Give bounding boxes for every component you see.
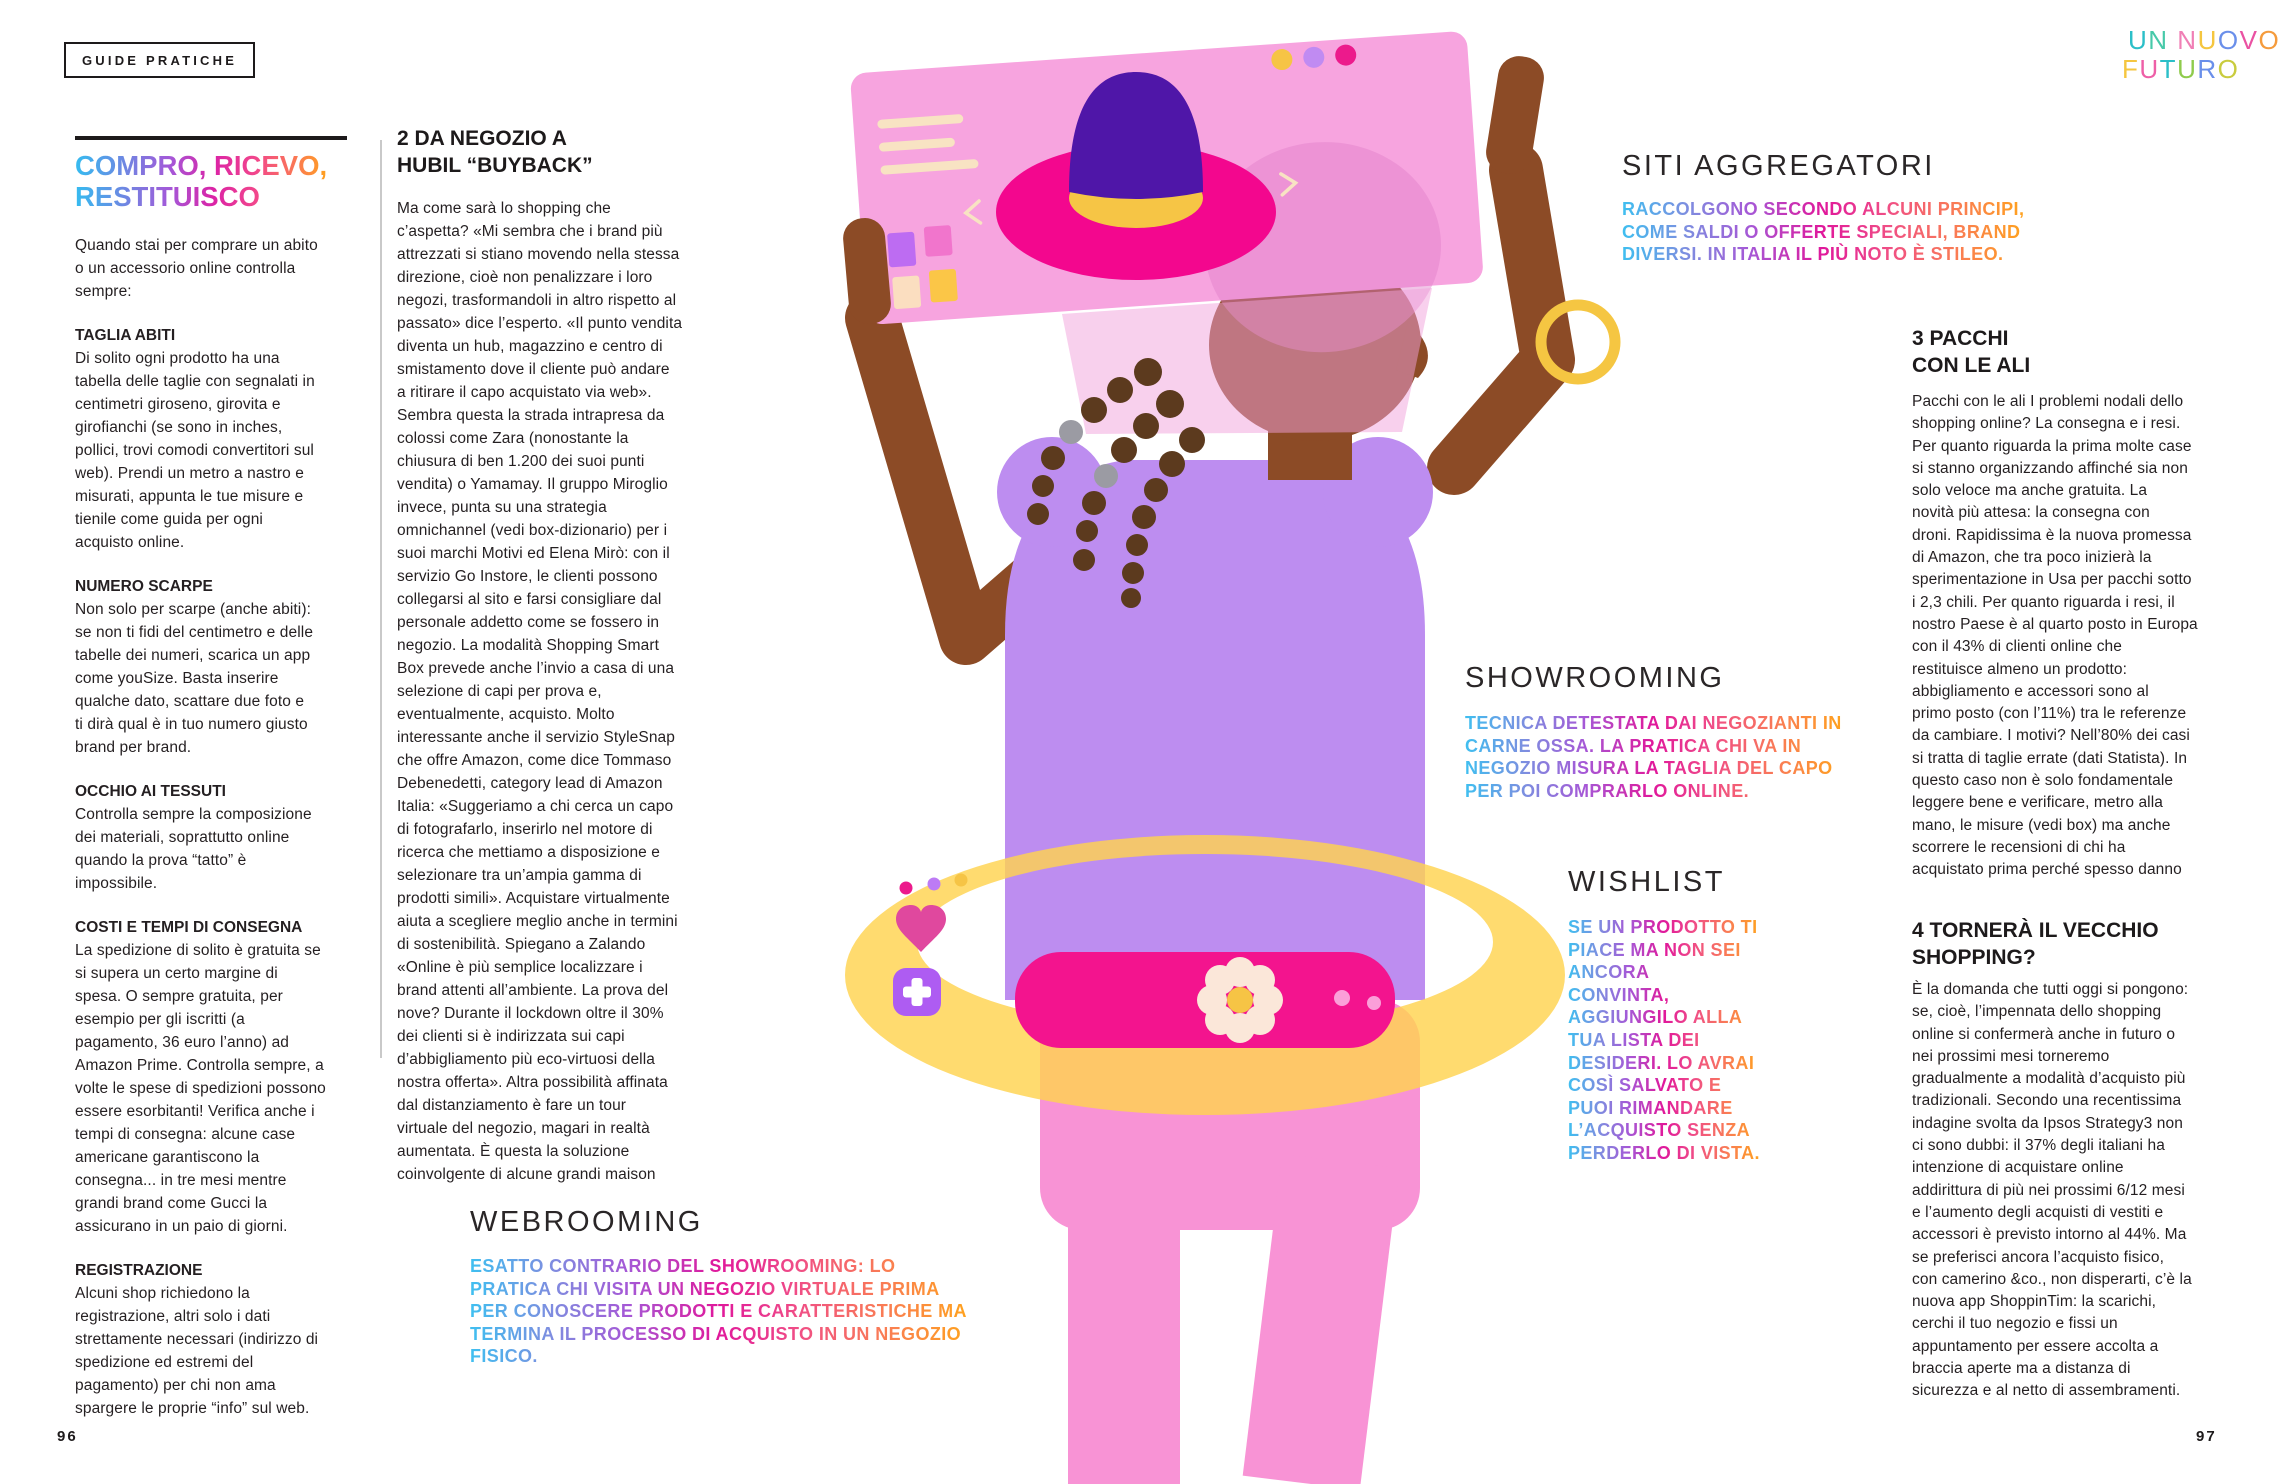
section-body-numero-scarpe: Non solo per scarpe (anche abiti): se non ti fidi del centimetro e delle tabelle dei numeri, scarica un app come youSize. Basta inserire qualche dato, scattare due foto e ti dirà qual è in tuo numero giusto brand per brand. (75, 601, 314, 756)
section-body-costi-consegna: La spedizione di solito è gratuita se si supera un certo margine di spesa. O sempre gratuita, per esempio per gli iscritti (a pagamento, 36 euro l’anno) ad Amazon Prime. Controlla sempre, a volte le spese di spedizioni possono essere esorbitanti! Verifica anche i tempi di consegna: alcune case americane garantiscono la consegna... in tre mesi mentre grandi brand come Gucci la assicurano in un paio di giorni. (75, 942, 326, 1235)
section-title-registrazione: REGISTRAZIONE (75, 1262, 203, 1279)
belt-dot-2 (1367, 996, 1381, 1010)
column-rule (75, 136, 347, 140)
main-intro: Quando stai per comprare un abito o un accessorio online controlla sempre: (75, 237, 318, 300)
article3-title: 3 PACCHI CON LE ALI (1912, 327, 2031, 377)
article2-title: 2 DA NEGOZIO A HUBIL “BUYBACK” (397, 127, 593, 177)
column-divider (380, 140, 382, 1058)
shopping-illustration (800, 0, 1750, 1484)
article2-column (397, 126, 708, 1186)
section-body-taglia-abiti: Di solito ogni prodotto ha una tabella delle taglie con segnalati in centimetri giroseno, girovita e girofianchi (se sono in inches, pollici, trovi comodi convertitori sul web). Prendi un metro a nastro e misurati, appunta le tue misure e tienile come guida per ogni acquisto online. (75, 350, 315, 551)
siti-aggregatori-text: RACCOLGONO SECONDO ALCUNI PRINCIPI, COME SALDI O OFFERTE SPECIALI, BRAND DIVERSI. IN ITALIA IL PIÙ NOTO È STILEO. (1622, 199, 2025, 265)
article4-title: 4 TORNERÀ IL VECCHIO SHOPPING? (1912, 919, 2159, 969)
webrooming-text: ESATTO CONTRARIO DEL SHOWROOMING: LO PRATICA CHI VISITA UN NEGOZIO VIRTUALE PRIMA PER CONOSCERE PRODOTTI E CARATTERISTICHE MA TERMINA IL PROCESSO DI ACQUISTO IN UN NEGOZIO FISICO. (470, 1256, 967, 1367)
section-title-costi-consegna: COSTI E TEMPI DI CONSEGNA (75, 919, 303, 936)
article4-body: È la domanda che tutti oggi si pongono: se, cioè, l’impennata dello shopping online si confermerà anche in futuro o nei prossimi mesi torneremo gradualmente a modalità d’acquisto più tradizionali. Secondo una recentissima indagine svolta da Ipsos Strategy3 non ci sono dubbi: il 37% degli italiani ha intenzione di acquistare online addirittura di più nei prossimi 6/12 mesi e l’aumento degli acquisti di vestiti e accessori è previsto intorno al 44%. Ma se preferisci ancora l’acquisto fisico, con camerino &co., non disperarti, c’è la nuova app ShoppinTim: la scarichi, cerchi il tuo negozio e fissi un appuntamento per essere accolta a braccia aperte ma a distanza di sicurezza e al netto di assembramenti. (1912, 981, 2192, 1400)
logo-line-2: FUTURO (2122, 54, 2240, 84)
wishlist-title: WISHLIST (1568, 866, 1725, 898)
siti-aggregatori-title: SITI AGGREGATORI (1622, 150, 1935, 182)
section-body-occhio-tessuti: Controlla sempre la composizione dei materiali, soprattutto online quando la prova “tatto” è impossibile. (75, 806, 312, 892)
showrooming-text: TECNICA DETESTATA DAI NEGOZIANTI IN CARNE OSSA. LA PRATICA CHI VA IN NEGOZIO MISURA LA TAGLIA DEL CAPO PER POI COMPRARLO ONLINE. (1465, 713, 1842, 801)
article2-body: Ma come sarà lo shopping che c’aspetta? «Mi sembra che i brand più attrezzati si stiano movendo nella stessa direzione, cioè non penalizzare i loro negozi, trasformandoli in altro rispetto al passato» dice l’esperto. «Il punto vendita diventa un hub, magazzino e centro di smistamento dove il cliente può andare a ritirare il capo acquistato via web». Sembra questa la strada intrapresa da colossi come Zara (nonostante la chiusura di ben 1.200 dei suoi punti vendita) o Yamamay. Il gruppo Miroglio invece, punta su una strategia omnichannel (vedi box-dizionario) per i suoi marchi Motivi ed Elena Mirò: con il servizio Go Instore, le clienti possono collegarsi al sito e farsi consigliare dal personale addetto come se fossero in negozio. La modalità Shopping Smart Box prevede anche l’invio a casa di una selezione di capi per prova e, eventualmente, acquisto. Molto interessante anche il servizio StyleSnap che offre Amazon, come dice Tommaso Debenedetti, category lead di Amazon Italia: «Suggeriamo a chi cerca un capo di fotografarlo, inserirlo nel motore di ricerca che mettiamo a disposizione e selezionare tra un’ampia gamma di prodotti simili». Acquistare virtualmente aiuta a scegliere meglio anche in termini di sostenibilità. Spiegano a Zalando «Online è più semplice localizzare i brand attenti all’ambiente. La prova del nove? Durante il lockdown oltre il 30% dei clienti si è indirizzata sui capi d’abbigliamento più eco-virtuosi della nostra offerta». Altra possibilità affinata dal distanziamento è fare un tour virtuale del negozio, magari in realtà aumentata. È questa la soluzione coinvolgente di alcune grandi maison (397, 200, 683, 1183)
flower-buckle (1197, 957, 1283, 1043)
blouse (997, 437, 1433, 1000)
mini-dot-yellow (955, 874, 968, 887)
showrooming-title: SHOWROOMING (1465, 662, 1725, 694)
main-title: COMPRO, RICEVO, RESTITUISCO (75, 150, 328, 212)
article4-column (1912, 918, 2252, 1403)
logo-line-1: UN NUOVO (2128, 25, 2280, 55)
section-body-registrazione: Alcuni shop richiedono la registrazione, altri solo i dati strettamente necessari (indirizzo di spedizione ed estremi del pagamento) per chi non ama spargere le proprie “info” sul web. (75, 1285, 319, 1417)
webrooming-title: WEBROOMING (470, 1206, 703, 1238)
page-number-left: 96 (57, 1428, 78, 1445)
flower-center (1227, 987, 1253, 1013)
mini-dot-purple (928, 878, 941, 891)
section-title-numero-scarpe: NUMERO SCARPE (75, 578, 213, 595)
article3-body: Pacchi con le ali I problemi nodali dello shopping online? La consegna e i resi. Per quanto riguarda la prima molte case si stanno organizzando affinché sia non solo veloce ma anche gratuita. La novità più attesa: la consegna con droni. Rapidissima è la nuova promessa di Amazon, che tra poco inizierà la sperimentazione in Usa per pacchi sotto i 2,3 chili. Per quanto riguarda i resi, il nostro Paese è al quarto posto in Europa con il 43% di clienti online che restituisce almeno un prodotto: abbigliamento e accessori sono al primo posto (con l’11%) tra le referenze da cambiare. I motivi? Nell’80% dei casi si tratta di taglie errate (dati Statista). In questo caso non è solo fondamentale leggere bene e verificare, metro alla mano, le misure (vedi box) ma anche scorrere le recensioni di chi ha acquistato prima perché spesso danno (1912, 393, 2198, 879)
section-title-taglia-abiti: TAGLIA ABITI (75, 327, 176, 344)
belt-dot-1 (1334, 990, 1350, 1006)
section-badge-label: GUIDE PRATICHE (82, 53, 238, 68)
page-number-right: 97 (2196, 1428, 2217, 1445)
belt (1015, 952, 1395, 1048)
article3-column (1912, 326, 2252, 882)
wishlist-text: SE UN PRODOTTO TI PIACE MA NON SEI ANCORA CONVINTA, AGGIUNGILO ALLA TUA LISTA DEI DESIDERI. LO AVRAI COSÌ SALVATO E PUOI RIMANDARE L’ACQUISTO SENZA PERDERLO DI VISTA. (1568, 917, 1760, 1163)
left-column (75, 136, 365, 1420)
mini-dot-magenta (900, 882, 913, 895)
add-button-icon (893, 968, 941, 1016)
section-badge (64, 42, 255, 78)
hat-shadow (1062, 288, 1432, 434)
magazine-logo (2122, 25, 2280, 84)
section-title-occhio-tessuti: OCCHIO AI TESSUTI (75, 783, 226, 800)
